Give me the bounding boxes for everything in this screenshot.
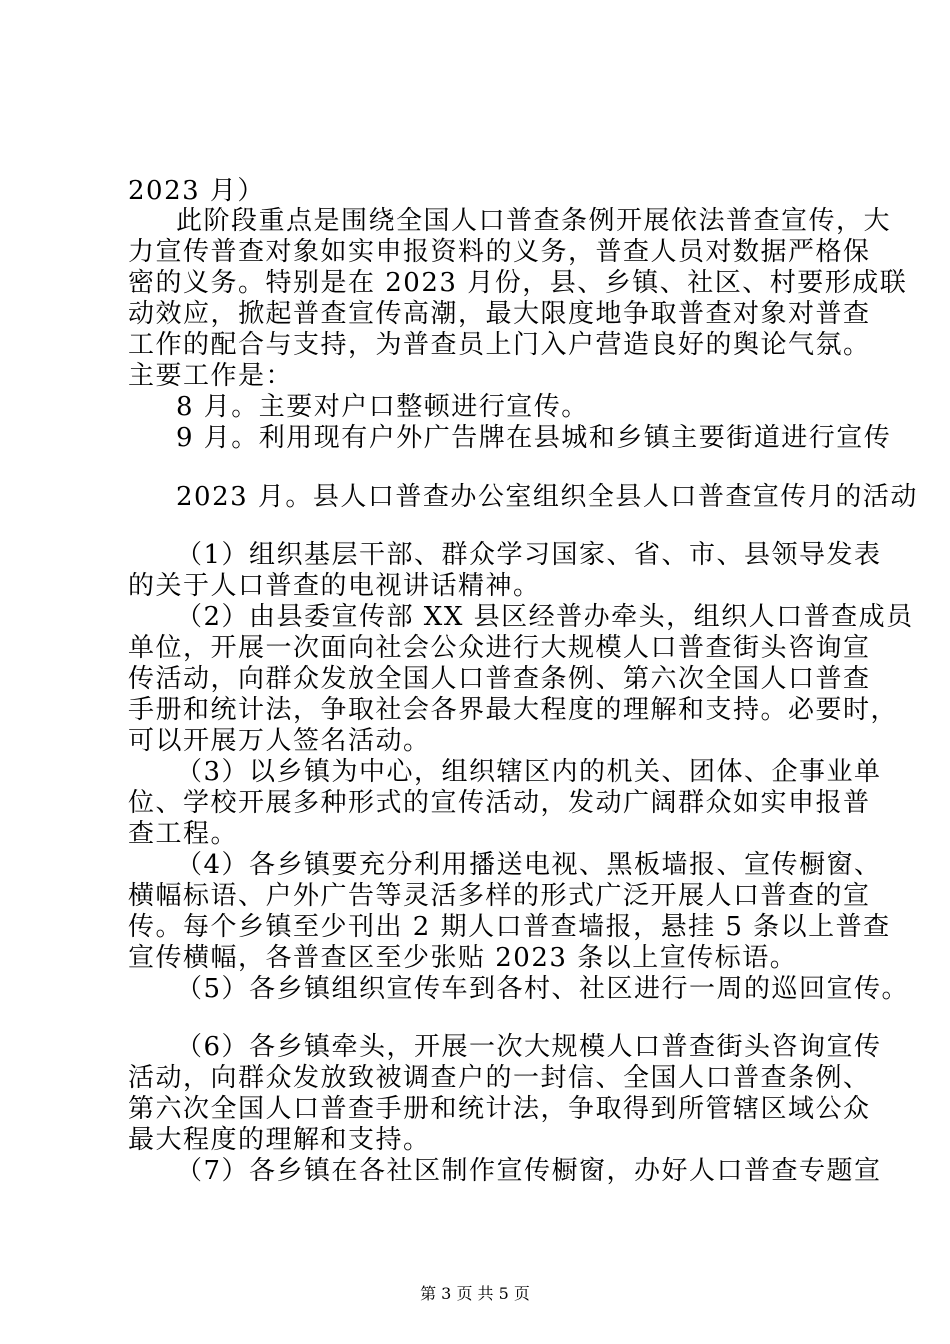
text-line: 传。每个乡镇至少刊出 2 期人口普查墙报，悬挂 5 条以上普查: [128, 912, 891, 942]
text-line: 力宣传普查对象如实申报资料的义务，普查人员对数据严格保: [128, 237, 871, 267]
text-line: （5）各乡镇组织宣传车到各村、社区进行一周的巡回宣传。: [176, 974, 910, 1004]
text-line: 的关于人口普查的电视讲话精神。: [128, 571, 541, 601]
text-line: 2023 月。县人口普查办公室组织全县人口普查宣传月的活动: [176, 482, 918, 512]
text-line: 密的义务。特别是在 2023 月份，县、乡镇、社区、村要形成联: [128, 268, 908, 298]
text-line: 工作的配合与支持，为普查员上门入户营造良好的舆论气氛。: [128, 330, 871, 360]
text-line: 此阶段重点是围绕全国人口普查条例开展依法普查宣传，大: [176, 206, 892, 236]
text-line: 位、学校开展多种形式的宣传活动，发动广阔群众如实申报普: [128, 788, 871, 818]
text-line: 可以开展万人签名活动。: [128, 726, 431, 756]
text-line: 手册和统计法，争取社会各界最大程度的理解和支持。必要时，: [128, 695, 899, 725]
text-line: 8 月。主要对户口整顿进行宣传。: [176, 392, 589, 422]
text-line: （7）各乡镇在各社区制作宣传橱窗，办好人口普查专题宣: [176, 1156, 882, 1186]
text-line: 第六次全国人口普查手册和统计法，争取得到所管辖区域公众: [128, 1094, 871, 1124]
text-line: 2023 月）: [128, 176, 265, 206]
text-line: 最大程度的理解和支持。: [128, 1125, 431, 1155]
text-line: （2）由县委宣传部 XX 县区经普办牵头，组织人口普查成员: [176, 602, 914, 632]
text-line: 主要工作是：: [128, 361, 294, 391]
text-line: 横幅标语、户外广告等灵活多样的形式广泛开展人口普查的宣: [128, 881, 871, 911]
text-line: （6）各乡镇牵头，开展一次大规模人口普查街头咨询宣传: [176, 1032, 882, 1062]
text-line: 活动，向群众发放致被调查户的一封信、全国人口普查条例、: [128, 1063, 871, 1093]
text-line: （4）各乡镇要充分利用播送电视、黑板墙报、宣传橱窗、: [176, 850, 882, 880]
text-line: 宣传横幅，各普查区至少张贴 2023 条以上宣传标语。: [128, 943, 798, 973]
text-line: 9 月。利用现有户外广告牌在县城和乡镇主要街道进行宣传: [176, 423, 892, 453]
text-line: 查工程。: [128, 819, 239, 849]
text-line: （1）组织基层干部、群众学习国家、省、市、县领导发表: [176, 540, 882, 570]
text-line: 动效应，掀起普查宣传高潮，最大限度地争取普查对象对普查: [128, 299, 871, 329]
text-line: （3）以乡镇为中心，组织辖区内的机关、团体、企事业单: [176, 757, 882, 787]
page-footer: 第 3 页 共 5 页: [420, 1284, 530, 1303]
text-line: 单位，开展一次面向社会公众进行大规模人口普查街头咨询宣: [128, 633, 871, 663]
text-line: 传活动，向群众发放全国人口普查条例、第六次全国人口普查: [128, 664, 871, 694]
